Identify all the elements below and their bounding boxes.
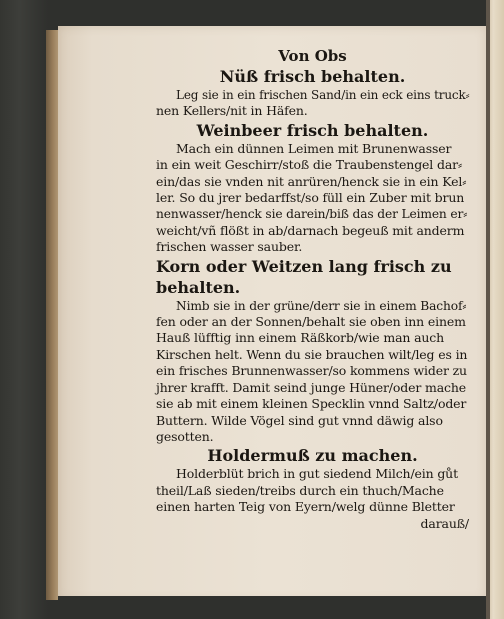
- text-line: ler. So du jrer bedarffst/so füll ein Zuber mit brun: [156, 190, 465, 206]
- text-line: nenwasser/henck sie darein/biß das der Leimen er⸗: [156, 207, 468, 222]
- text-line: Nimb sie in der grüne/derr sie in einem Bachof⸗: [176, 298, 467, 313]
- section-body: [156, 87, 469, 120]
- section-heading: Holdermuß zu machen.: [207, 446, 418, 466]
- text-line: Hauß lüfftig inn einem Räßkorb/wie man auch: [156, 330, 445, 346]
- text-line: ein frisches Brunnenwasser/so kommens wider zu: [156, 363, 467, 379]
- section-heading: Weinbeer frisch behalten.: [196, 120, 429, 140]
- text-line: einen harten Teig von Eyern/welg dünne Bletter: [156, 499, 455, 515]
- text-line: nen Kellers/nit in Häfen.: [156, 103, 308, 119]
- text-line: sie ab mit einem kleinen Specklin vnnd Saltz/oder: [156, 396, 467, 412]
- text-line: Buttern. Wilde Vögel sind gut vnnd däwig also: [156, 412, 443, 428]
- catchword: darauß/: [420, 515, 469, 531]
- gutter-shadow: [486, 0, 490, 619]
- text-line: in ein weit Geschirr/stoß die Traubenstengel dar⸗: [156, 157, 462, 173]
- text-line: frischen wasser sauber.: [156, 239, 303, 255]
- page-text: [156, 46, 469, 532]
- section-body: [156, 298, 469, 446]
- text-line: Kirschen helt. Wenn du sie brauchen wilt/leg es in: [156, 346, 468, 362]
- section-body: [156, 466, 469, 532]
- text-line: jhrer krafft. Damit seind junge Hüner/oder mache: [156, 379, 466, 395]
- text-line: gesotten.: [156, 428, 214, 444]
- text-line: weicht/vñ flößt in ab/darnach begeuß mit anderm: [156, 222, 465, 238]
- section-body: [156, 141, 469, 256]
- text-line: Leg sie in ein frischen Sand/in ein eck eins truck⸗: [176, 88, 470, 102]
- left-binding: [0, 0, 48, 619]
- page-bottom-shadow: [58, 596, 486, 619]
- text-line: Holderblüt brich in gut siedend Milch/ein gůt: [176, 466, 458, 482]
- running-head: Von Obs: [278, 47, 347, 65]
- text-line: Mach ein dünnen Leimen mit Brunenwasser: [176, 140, 452, 156]
- section-heading: Korn oder Weitzen lang frisch zu behalten.: [156, 256, 452, 297]
- text-line: ein/das sie vnden nit anrüren/henck sie in ein Kel⸗: [156, 173, 467, 189]
- text-line: fen oder an der Sonnen/behalt sie oben inn einem: [156, 314, 466, 330]
- section-heading: Nüß frisch behalten.: [219, 67, 406, 86]
- text-line: theil/Laß sieden/treibs durch ein thuch/Mache: [156, 482, 444, 498]
